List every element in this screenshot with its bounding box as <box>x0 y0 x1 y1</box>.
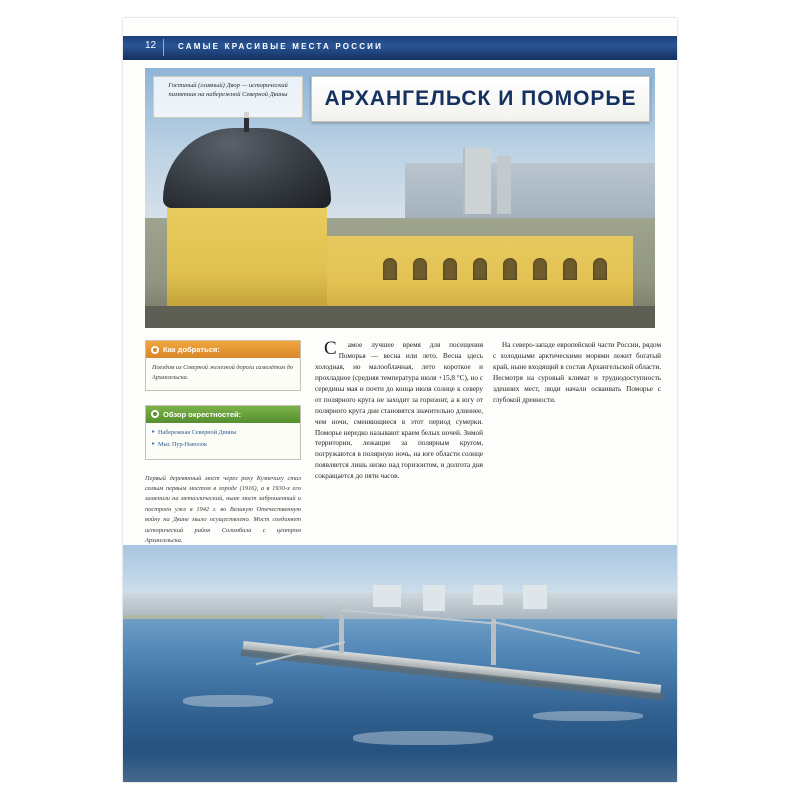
body-column-2 <box>493 340 661 406</box>
body-paragraph-text: амое лучшее время для посещения Поморья — весна или лето. Весна здесь холодная, но малооблачная, лето короткое и прохладное (средняя температура июля +15,8 °C), но с середины мая и почти до конца июля солнце к северу от полярного круга не заходит за горизонт, а к югу от полярного круга дни становятся значительно длиннее, чем ночи, сменяющиеся в этот период сумерки. Поморье нередко называют краем белых ночей. Зимой территории, лежащие за полярным кругом, погружаются в полярную ночь, на юге области солнце появляется лишь низко над горизонтом, и долгота дня сокращается до пяти часов. <box>315 341 483 481</box>
bullet-dot-icon <box>151 410 159 418</box>
body-paragraph <box>315 340 483 482</box>
list-item <box>152 440 294 450</box>
sidebar-column <box>145 340 301 546</box>
body-paragraph <box>493 340 661 406</box>
info-box-how-to-get <box>145 340 301 391</box>
page-number: 12 <box>145 40 157 51</box>
arrow-icon: ▸ <box>152 428 156 435</box>
sidenote-text: Первый деревянный мост через реку Кузнечиху стал самым первым мостом в городе (1916), а в 1930-х его заменили на металлический, ныне мост заброшенный и построен уже в 1942 г. во Великую Отечественную войну на Двине мыло осуществлено. Мост соединяет исторический район Соломбала с центром Архангельска. <box>145 474 301 544</box>
drop-cap: С <box>324 338 337 359</box>
bullet-dot-icon <box>151 346 159 354</box>
photo-water-foam <box>123 751 677 782</box>
photo-bridge-pylon <box>339 607 344 653</box>
top-photo-caption: Гостиный (главный) Двор — исторический памятник на набережной Северной Двины <box>153 76 303 118</box>
body-column-1 <box>315 340 483 482</box>
page-sheet <box>123 18 677 782</box>
chapter-title: АРХАНГЕЛЬСК И ПОМОРЬЕ <box>324 87 637 110</box>
bottom-photo <box>123 545 677 782</box>
photo-embankment-road <box>145 306 655 328</box>
list-item-label: Мыс Пур-Наволок <box>158 440 207 448</box>
running-title: САМЫЕ КРАСИВЫЕ МЕСТА РОССИИ <box>178 42 384 51</box>
arrow-icon: ▸ <box>152 440 156 447</box>
info-box-sights <box>145 405 301 460</box>
info-box-header <box>146 341 300 358</box>
list-item-label: Набережная Северной Двины <box>158 428 237 436</box>
info-box-header <box>146 406 300 423</box>
photo-high-rise-2 <box>497 156 511 214</box>
list-item <box>152 428 294 438</box>
info-box-title: Обзор окрестностей: <box>163 409 242 419</box>
photo-high-rise <box>463 148 491 214</box>
photo-bridge-pylon <box>491 619 496 665</box>
photo-round-tower <box>167 190 327 318</box>
header-divider <box>163 39 164 56</box>
info-box-body <box>146 423 300 459</box>
running-header <box>123 36 677 60</box>
info-box-body: Поездом из Северной железной дороги самолётом до Архангельска. <box>152 364 293 381</box>
info-box-title: Как добраться: <box>163 345 220 354</box>
body-paragraph-text: На северо-западе европейской части России, рядом с холодными арктическими морями лежит богатый край, ныне входящий в состав Архангельской области. Несмотря на суровый климат и труднодоступность здешних мест, люди начали осваивать Поморье с глубокой древности. <box>493 341 661 404</box>
chapter-title-plate <box>311 76 650 122</box>
